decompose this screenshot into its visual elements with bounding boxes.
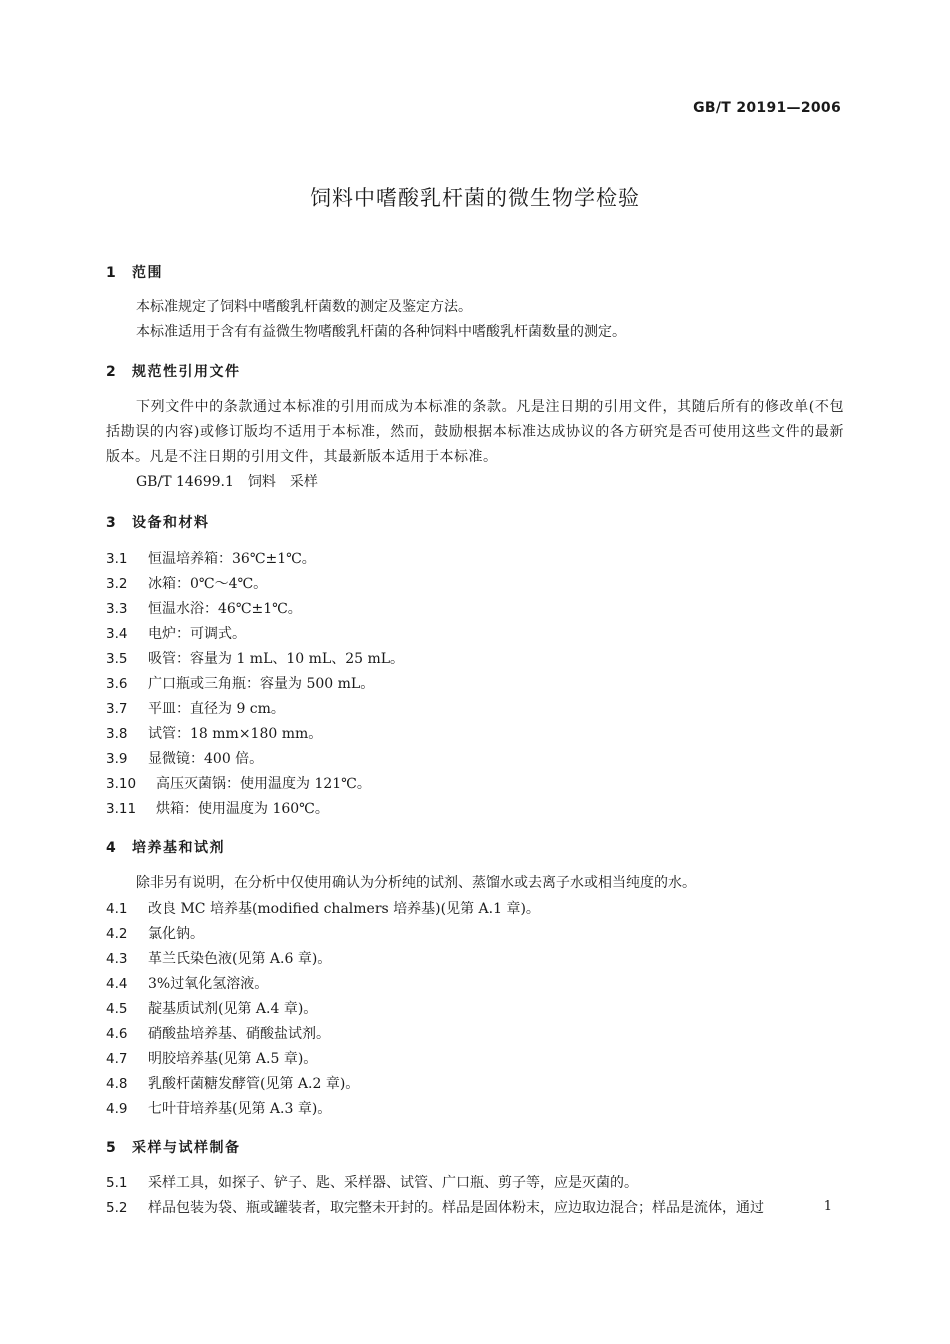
item-text: 烘箱：使用温度为 160℃。 xyxy=(156,801,329,817)
list-item xyxy=(106,623,246,643)
item-number: 3.9 xyxy=(106,751,128,767)
list-item xyxy=(106,1098,331,1118)
item-number: 3.8 xyxy=(106,726,128,742)
item-number: 3.6 xyxy=(106,676,128,692)
item-text: 靛基质试剂(见第 A.4 章)。 xyxy=(148,1001,318,1017)
section-1-paragraph: 本标准规定了饲料中嗜酸乳杆菌数的测定及鉴定方法。 xyxy=(136,299,472,315)
section-number: 1 xyxy=(106,265,118,281)
list-item xyxy=(106,1048,317,1068)
item-number: 4.4 xyxy=(106,976,128,992)
item-text: 采样工具，如探子、铲子、匙、采样器、试管、广口瓶、剪子等，应是灭菌的。 xyxy=(148,1175,638,1191)
item-number: 3.1 xyxy=(106,551,128,567)
item-text: 试管：18 mm×180 mm。 xyxy=(148,726,323,742)
item-text: 冰箱：0℃～4℃。 xyxy=(148,576,268,592)
item-text: 乳酸杆菌糖发酵管(见第 A.2 章)。 xyxy=(148,1076,360,1092)
item-number: 4.3 xyxy=(106,951,128,967)
list-item xyxy=(106,798,329,818)
list-item xyxy=(106,1073,359,1093)
item-number: 3.10 xyxy=(106,776,137,792)
item-number: 4.8 xyxy=(106,1076,128,1092)
item-number: 4.6 xyxy=(106,1026,128,1042)
section-number: 4 xyxy=(106,840,118,856)
item-text: 恒温培养箱：36℃±1℃。 xyxy=(148,551,316,567)
document-title: 饲料中嗜酸乳杆菌的微生物学检验 xyxy=(310,186,640,210)
list-item xyxy=(106,598,302,618)
list-item xyxy=(106,648,404,668)
section-5-heading xyxy=(106,1137,241,1157)
item-text: 样品包装为袋、瓶或罐装者，取完整未开封的。样品是固体粉末，应边取边混合；样品是流体，通过 xyxy=(148,1200,764,1216)
section-4-paragraph: 除非另有说明，在分析中仅使用确认为分析纯的试剂、蒸馏水或去离子水或相当纯度的水。 xyxy=(136,875,696,891)
list-item xyxy=(106,698,285,718)
item-number: 4.5 xyxy=(106,1001,128,1017)
list-item xyxy=(106,923,204,943)
item-text: 广口瓶或三角瓶：容量为 500 mL。 xyxy=(148,676,375,692)
section-title: 设备和材料 xyxy=(132,515,210,531)
section-1-paragraph: 本标准适用于含有有益微生物嗜酸乳杆菌的各种饲料中嗜酸乳杆菌数量的测定。 xyxy=(136,324,626,340)
section-title: 培养基和试剂 xyxy=(132,840,225,856)
section-4-heading xyxy=(106,837,225,857)
section-number: 5 xyxy=(106,1140,118,1156)
item-number: 5.1 xyxy=(106,1175,128,1191)
section-title: 规范性引用文件 xyxy=(132,364,241,380)
section-2-heading xyxy=(106,361,241,381)
item-text: 吸管：容量为 1 mL、10 mL、25 mL。 xyxy=(148,651,405,667)
item-text: 显微镜：400 倍。 xyxy=(148,751,264,767)
item-text: 高压灭菌锅：使用温度为 121℃。 xyxy=(156,776,371,792)
item-text: 氯化钠。 xyxy=(148,926,204,942)
item-number: 3.2 xyxy=(106,576,128,592)
list-item xyxy=(106,948,331,968)
section-title: 采样与试样制备 xyxy=(132,1140,241,1156)
item-number: 4.2 xyxy=(106,926,128,942)
item-number: 3.3 xyxy=(106,601,128,617)
list-item xyxy=(106,898,540,918)
item-text: 七叶苷培养基(见第 A.3 章)。 xyxy=(148,1101,332,1117)
list-item xyxy=(106,548,316,568)
standard-number: GB/T 20191—2006 xyxy=(693,100,841,116)
item-number: 3.4 xyxy=(106,626,128,642)
section-title: 范围 xyxy=(132,265,163,281)
page-number: 1 xyxy=(823,1199,832,1214)
item-number: 3.11 xyxy=(106,801,137,817)
item-number: 4.9 xyxy=(106,1101,128,1117)
item-number: 3.5 xyxy=(106,651,128,667)
list-item xyxy=(106,973,268,993)
section-3-heading xyxy=(106,512,210,532)
item-text: 电炉：可调式。 xyxy=(148,626,246,642)
section-number: 3 xyxy=(106,515,118,531)
list-item xyxy=(106,748,263,768)
section-1-heading xyxy=(106,262,163,282)
item-text: 改良 MC 培养基(modified chalmers 培养基)(见第 A.1 章)。 xyxy=(148,901,540,917)
section-2-paragraph: 下列文件中的条款通过本标准的引用而成为本标准的条款。凡是注日期的引用文件，其随后所有的修改单(不包括勘误的内容)或修订版均不适用于本标准，然而，鼓励根据本标准达成协议的各方研究是否可使用这些文件的最新版本。凡是不注日期的引用文件，其最新版本适用于本标准。 xyxy=(106,399,844,465)
item-number: 4.1 xyxy=(106,901,128,917)
list-item xyxy=(106,573,267,593)
list-item xyxy=(106,773,371,793)
list-item xyxy=(106,998,317,1018)
item-text: 硝酸盐培养基、硝酸盐试剂。 xyxy=(148,1026,330,1042)
item-number: 4.7 xyxy=(106,1051,128,1067)
list-item xyxy=(106,673,374,693)
list-item xyxy=(106,1023,330,1043)
item-text: 恒温水浴：46℃±1℃。 xyxy=(148,601,302,617)
section-number: 2 xyxy=(106,364,118,380)
list-item xyxy=(106,723,322,743)
list-item xyxy=(106,1172,638,1192)
item-text: 革兰氏染色液(见第 A.6 章)。 xyxy=(148,951,332,967)
item-number: 3.7 xyxy=(106,701,128,717)
item-text: 平皿：直径为 9 cm。 xyxy=(148,701,285,717)
normative-reference: GB/T 14699.1 饲料 采样 xyxy=(136,474,318,490)
item-number: 5.2 xyxy=(106,1200,128,1216)
item-text: 3%过氧化氢溶液。 xyxy=(148,976,269,992)
list-item xyxy=(106,1197,764,1217)
item-text: 明胶培养基(见第 A.5 章)。 xyxy=(148,1051,318,1067)
